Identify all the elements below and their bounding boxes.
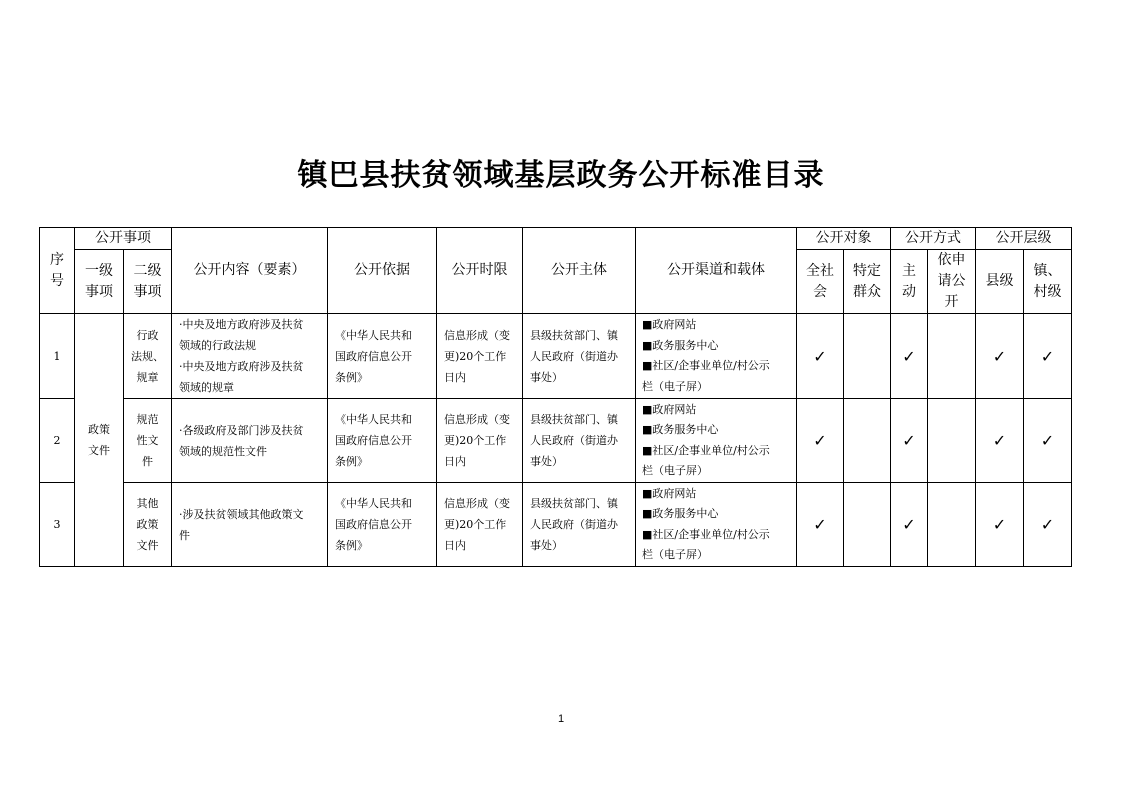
row-basis — [328, 483, 437, 567]
time-line: 更)20个工作 — [444, 349, 507, 363]
time-line: 日内 — [444, 370, 466, 384]
check-county: ✓ — [976, 483, 1024, 567]
content-line: ·涉及扶贫领域其他政策文 — [179, 507, 304, 521]
channel-line: 栏（电子屏） — [642, 548, 708, 561]
subcategory-line: 件 — [142, 455, 153, 468]
channel-line: ■社区/企事业单位/村公示 — [642, 527, 770, 541]
header-time-limit: 公开时限 — [437, 228, 523, 314]
header-content: 公开内容（要素） — [172, 228, 328, 314]
header-on-request-line3: 开 — [944, 294, 959, 310]
header-all-society-line2: 会 — [813, 283, 827, 300]
row-seq: 1 — [40, 314, 75, 399]
content-line: 件 — [179, 528, 190, 542]
header-town-line2: 村级 — [1033, 283, 1062, 300]
check-all-society: ✓ — [797, 399, 844, 483]
catalog-table — [39, 227, 1072, 567]
time-line: 信息形成（变 — [444, 497, 510, 510]
time-line: 更)20个工作 — [444, 518, 507, 531]
row-channel — [636, 483, 797, 567]
category-policy-documents — [75, 314, 124, 567]
table-row — [40, 314, 1072, 399]
row-subcategory — [124, 483, 172, 567]
subject-line: 人民政府（街道办 — [530, 349, 618, 363]
subcategory-line: 其他 — [136, 497, 159, 510]
check-active: ✓ — [891, 399, 928, 483]
check-all-society: ✓ — [797, 314, 844, 399]
time-line: 日内 — [444, 455, 466, 468]
header-public-matters: 公开事项 — [75, 228, 172, 250]
row-subcategory — [124, 399, 172, 483]
channel-line: ■社区/企事业单位/村公示 — [642, 443, 770, 457]
header-level: 公开层级 — [976, 228, 1072, 250]
subject-line: 县级扶贫部门、镇 — [530, 497, 618, 510]
basis-line: 《中华人民共和 — [335, 497, 412, 510]
row-time-limit — [437, 314, 523, 399]
header-active-line1: 主 — [902, 262, 916, 279]
subject-line: 事处） — [530, 455, 563, 468]
channel-line: 栏（电子屏） — [642, 464, 708, 477]
header-level2-line2: 事项 — [133, 283, 162, 300]
category-line1: 政策 — [88, 423, 110, 436]
channel-line: ■政务服务中心 — [642, 338, 719, 352]
row-subject — [523, 399, 636, 483]
row-basis — [328, 399, 437, 483]
row-content — [172, 314, 328, 399]
header-on-request — [928, 250, 976, 314]
subcategory-line: 法规、 — [131, 349, 164, 363]
basis-line: 国政府信息公开 — [335, 349, 412, 363]
channel-line: ■政府网站 — [642, 486, 697, 500]
table-row — [40, 399, 1072, 483]
check-county: ✓ — [976, 314, 1024, 399]
header-all-society-line1: 全社 — [806, 262, 834, 279]
content-line: ·各级政府及部门涉及扶贫 — [179, 423, 304, 437]
cell-specific-group-empty — [844, 314, 891, 399]
subject-line: 县级扶贫部门、镇 — [530, 328, 618, 342]
header-subject: 公开主体 — [523, 228, 636, 314]
header-seq-line2: 号 — [50, 272, 64, 289]
channel-line: ■政府网站 — [642, 402, 697, 416]
category-line2: 文件 — [88, 444, 110, 457]
content-line: ·中央及地方政府涉及扶贫 — [179, 318, 304, 331]
header-on-request-line2: 请公 — [937, 273, 966, 289]
subject-line: 事处） — [530, 539, 563, 552]
check-active: ✓ — [891, 314, 928, 399]
content-line: 领域的规章 — [179, 381, 234, 394]
row-channel — [636, 314, 797, 399]
subcategory-line: 行政 — [136, 328, 159, 342]
cell-specific-group-empty — [844, 399, 891, 483]
header-level2-line1: 二级 — [133, 262, 162, 279]
header-seq-line1: 序 — [50, 251, 64, 268]
header-audience: 公开对象 — [797, 228, 891, 250]
time-line: 信息形成（变 — [444, 413, 510, 426]
subcategory-line: 文件 — [136, 539, 159, 552]
basis-line: 国政府信息公开 — [335, 518, 412, 531]
header-all-society — [797, 250, 844, 314]
check-town-village: ✓ — [1024, 399, 1072, 483]
check-county: ✓ — [976, 399, 1024, 483]
header-level1-line2: 事项 — [85, 283, 113, 300]
header-active — [891, 250, 928, 314]
header-level2 — [124, 250, 172, 314]
basis-line: 条例》 — [335, 539, 368, 552]
header-active-line2: 动 — [902, 283, 916, 300]
cell-on-request-empty — [928, 399, 976, 483]
basis-line: 条例》 — [335, 370, 368, 384]
subject-line: 事处） — [530, 370, 563, 384]
subcategory-line: 规章 — [136, 370, 159, 384]
row-seq: 3 — [40, 483, 75, 567]
content-line: 领域的行政法规 — [179, 339, 256, 352]
content-line: ·中央及地方政府涉及扶贫 — [179, 360, 304, 373]
time-line: 信息形成（变 — [444, 328, 510, 342]
cell-on-request-empty — [928, 483, 976, 567]
row-seq: 2 — [40, 399, 75, 483]
header-specific-group — [844, 250, 891, 314]
header-method: 公开方式 — [891, 228, 976, 250]
check-all-society: ✓ — [797, 483, 844, 567]
subcategory-line: 规范 — [136, 413, 159, 426]
header-level1 — [75, 250, 124, 314]
header-seq — [40, 228, 75, 314]
subject-line: 县级扶贫部门、镇 — [530, 413, 618, 426]
channel-line: 栏（电子屏） — [642, 379, 708, 393]
time-line: 日内 — [444, 539, 466, 552]
page-title: 镇巴县扶贫领域基层政务公开标准目录 — [297, 158, 825, 193]
row-channel — [636, 399, 797, 483]
row-time-limit — [437, 483, 523, 567]
header-town-line1: 镇、 — [1033, 262, 1062, 279]
row-subcategory — [124, 314, 172, 399]
check-town-village: ✓ — [1024, 314, 1072, 399]
channel-line: ■政务服务中心 — [642, 423, 719, 436]
channel-line: ■政务服务中心 — [642, 507, 719, 520]
subcategory-line: 性文 — [136, 434, 159, 447]
subject-line: 人民政府（街道办 — [530, 518, 618, 531]
header-on-request-line1: 依申 — [937, 252, 966, 268]
row-subject — [523, 483, 636, 567]
basis-line: 国政府信息公开 — [335, 434, 412, 447]
header-county: 县级 — [976, 250, 1024, 314]
content-line: 领域的规范性文件 — [179, 444, 267, 458]
header-town-village — [1024, 250, 1072, 314]
table-row — [40, 483, 1072, 567]
header-level1-line1: 一级 — [85, 262, 113, 279]
row-subject — [523, 314, 636, 399]
check-active: ✓ — [891, 483, 928, 567]
basis-line: 《中华人民共和 — [335, 328, 412, 342]
subcategory-line: 政策 — [136, 518, 159, 531]
basis-line: 《中华人民共和 — [335, 413, 412, 426]
page-number: 1 — [557, 713, 565, 725]
row-basis — [328, 314, 437, 399]
row-content — [172, 399, 328, 483]
subject-line: 人民政府（街道办 — [530, 434, 618, 447]
header-channel: 公开渠道和载体 — [636, 228, 797, 314]
channel-line: ■社区/企事业单位/村公示 — [642, 359, 770, 372]
cell-on-request-empty — [928, 314, 976, 399]
cell-specific-group-empty — [844, 483, 891, 567]
basis-line: 条例》 — [335, 455, 368, 468]
header-specific-line2: 群众 — [853, 283, 881, 300]
header-basis: 公开依据 — [328, 228, 437, 314]
time-line: 更)20个工作 — [444, 434, 507, 447]
row-content — [172, 483, 328, 567]
channel-line: ■政府网站 — [642, 318, 697, 331]
check-town-village: ✓ — [1024, 483, 1072, 567]
header-specific-line1: 特定 — [853, 262, 881, 279]
row-time-limit — [437, 399, 523, 483]
